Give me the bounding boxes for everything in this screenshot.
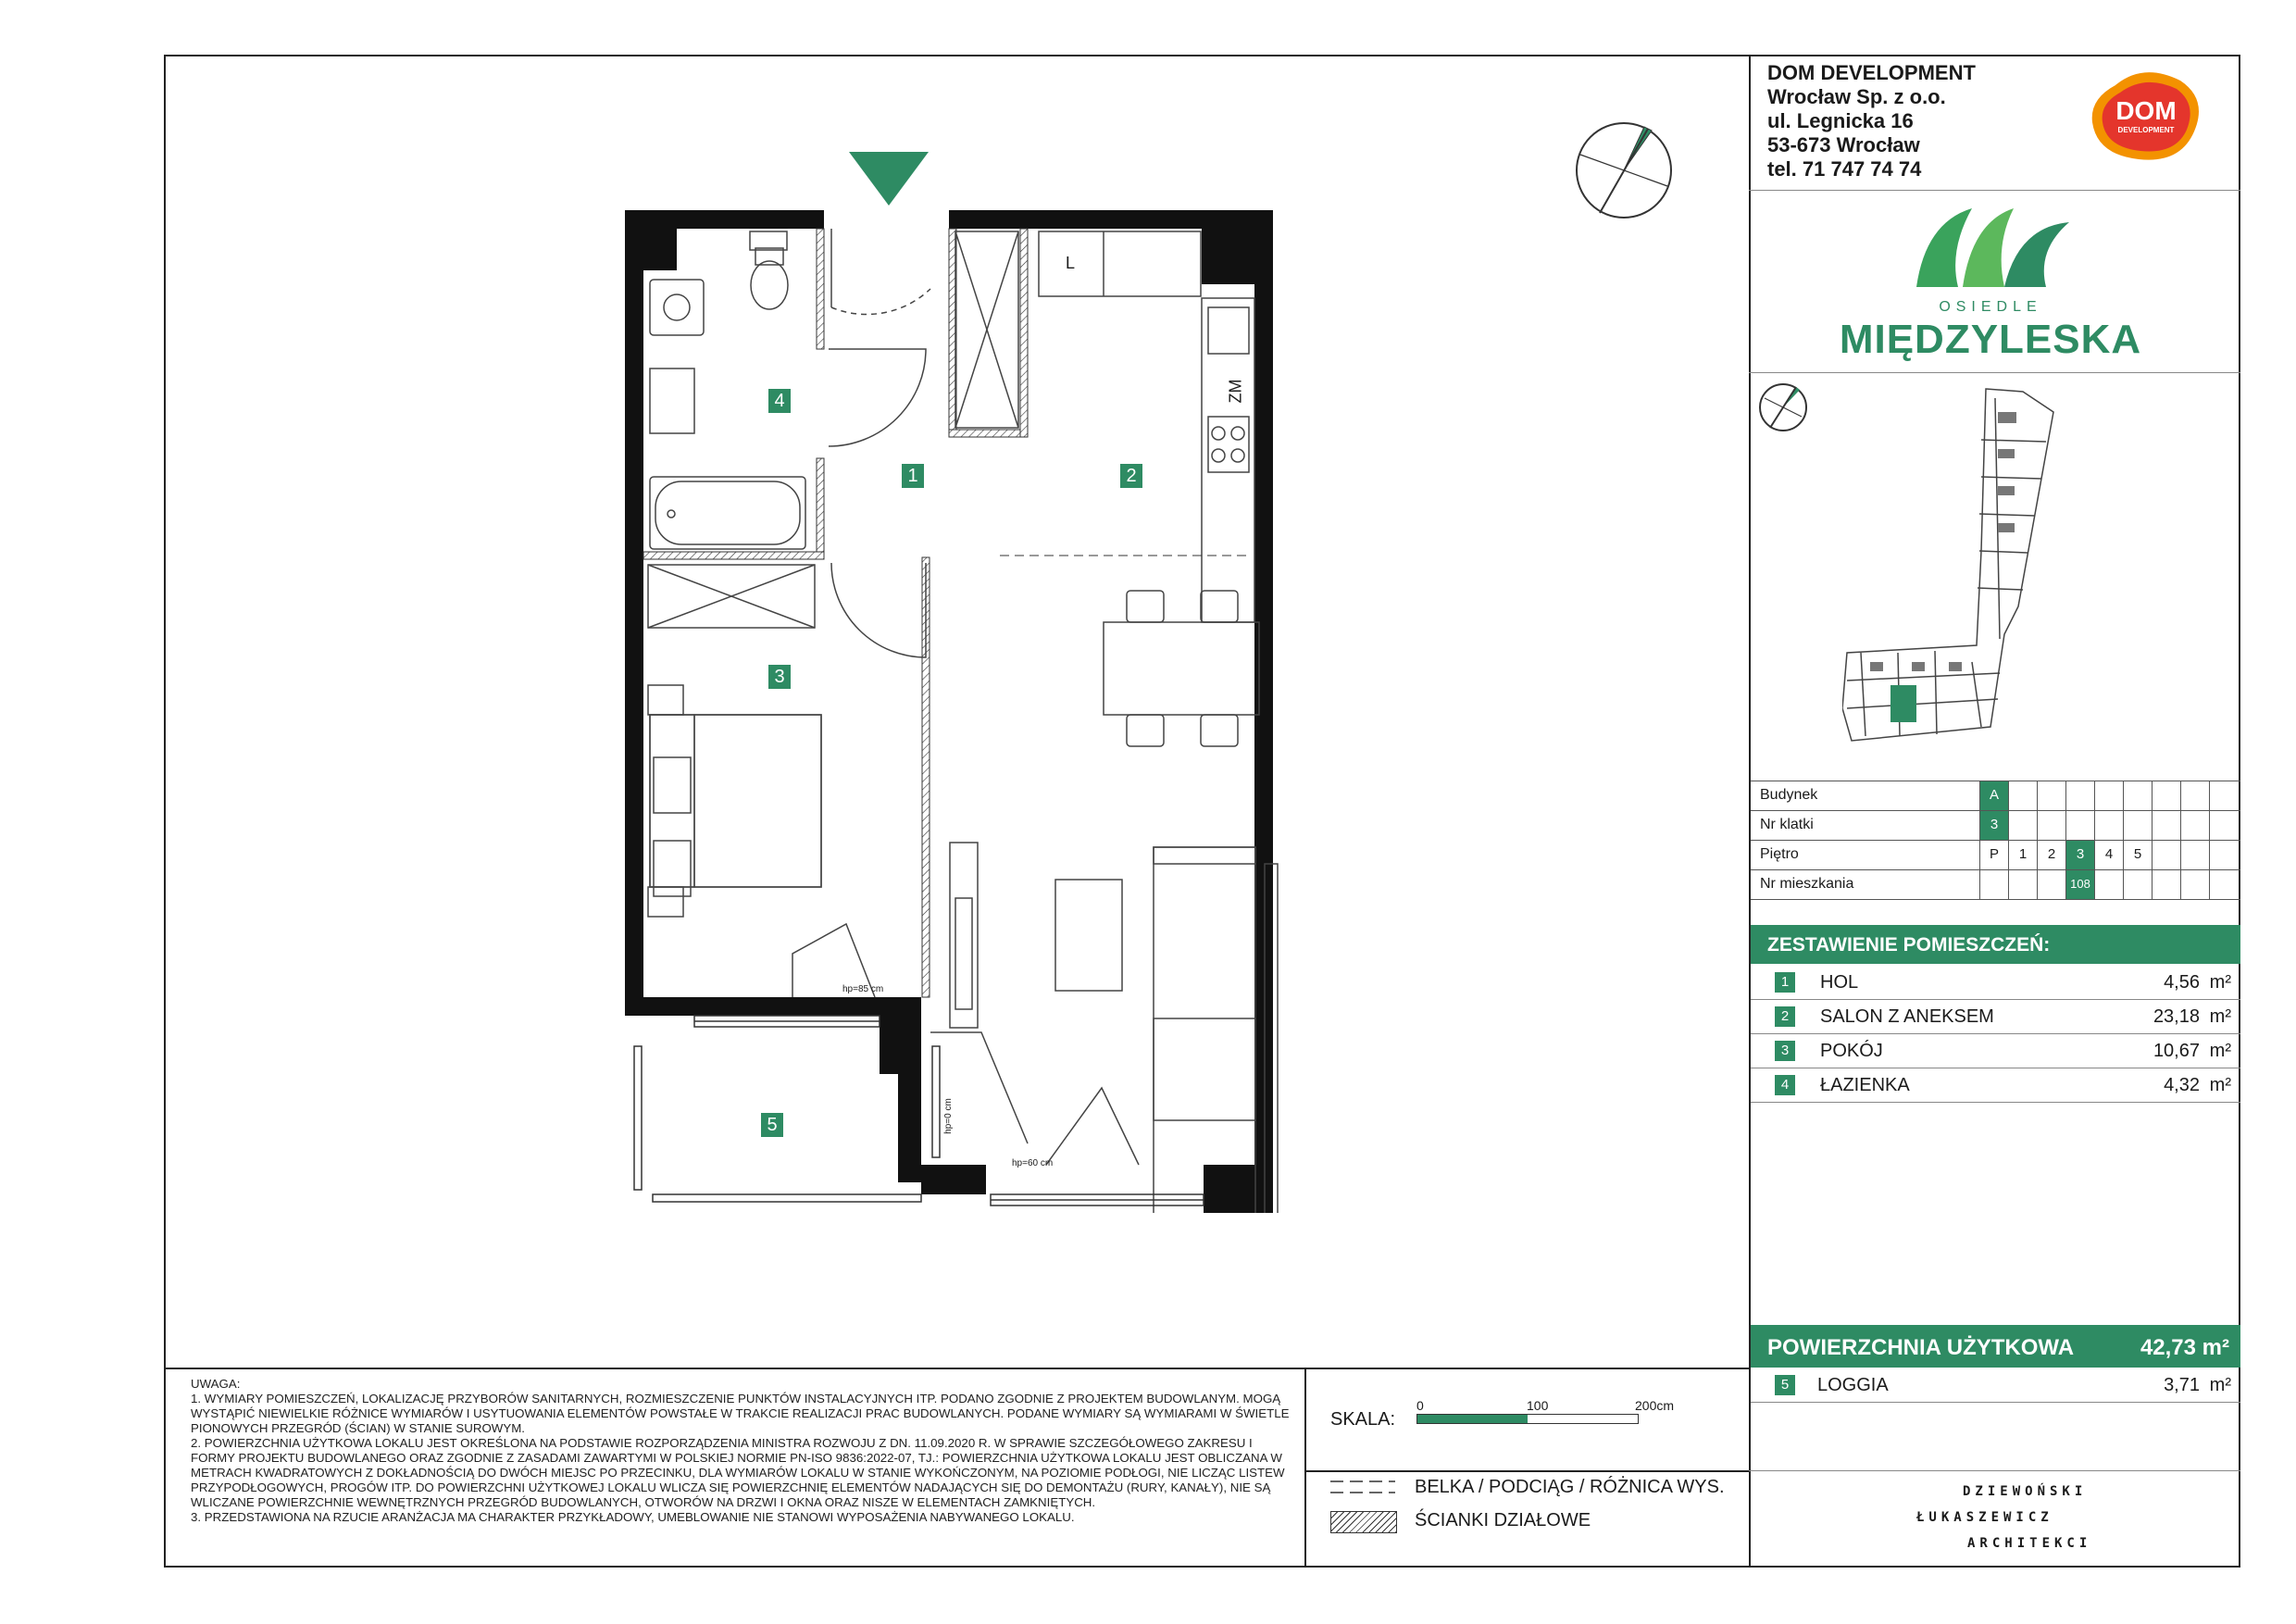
room-row (1751, 1068, 2240, 1103)
rooms-header-text: ZESTAWIENIE POMIESZCZEŃ: (1767, 934, 2051, 956)
scale-label: SKALA: (1330, 1409, 1396, 1430)
info-label-building: Budynek (1760, 787, 1818, 803)
info-table-line (1751, 899, 2240, 900)
dom-logo-subtext: DEVELOPMENT (2117, 126, 2175, 134)
compass-icon (1573, 119, 1675, 226)
floor-cell: 4 (2094, 840, 2123, 869)
note-item: 3. PRZEDSTAWIONA NA RZUCIE ARANŻACJA MA CHARAKTER PRZYKŁADOWY, UMEBLOWANIE NIE STANOWI WYPOSAŻENIA NABYWANEGO LOKALU. (191, 1510, 1075, 1524)
empty-cell (2209, 840, 2238, 869)
room-unit: m² (2209, 972, 2231, 993)
empty-cell (2209, 869, 2238, 899)
floor-cell-selected: 3 (2065, 840, 2094, 869)
empty-cell (2094, 869, 2123, 899)
room-name: POKÓJ (1820, 1041, 1883, 1061)
empty-cell (2152, 810, 2180, 840)
room-number-badge: 5 (1775, 1375, 1795, 1395)
architect-divider (1749, 1470, 2240, 1471)
microwave-label: ZM (1226, 379, 1245, 404)
empty-cell (2152, 869, 2180, 899)
sill-height-living: hp=60 cm (1012, 1158, 1054, 1168)
legend-hatch-icon (1330, 1511, 1397, 1533)
room-area: 4,56 (2164, 972, 2200, 993)
info-label-apartment: Nr mieszkania (1760, 876, 1854, 892)
total-area-label: POWIERZCHNIA UŻYTKOWA (1767, 1335, 2075, 1360)
room-area: 4,32 (2164, 1075, 2200, 1095)
empty-cell (2008, 869, 2037, 899)
company-line: tel. 71 747 74 74 (1767, 157, 1922, 181)
building-key-plan (1842, 384, 2120, 745)
loggia-row (1751, 1368, 2240, 1403)
note-item: 1. WYMIARY POMIESZCZEŃ, LOKALIZACJĘ PRZYBORÓW SANITARNYCH, ROZMIESZCZENIE PUNKTÓW INSTALACYJNYCH ITP. PODANO ZGODNIE Z PROJEKTEM BUDOWLANYM. MOGĄ WYSTĄPIĆ NIEWIELKIE RÓŻNICE WYMIARÓW I USYTUOWANIA ELEMENTÓW POWSTAŁE W TRAKCIE REALIZACJI PRAC BUDOWLANYCH. PODANE WYMIARY SĄ WYMIARAMI W ŚWIETLE PIONOWYCH PRZEGRÓD (ŚCIAN) W STANIE SUROWYM. (191, 1392, 1290, 1435)
project-name: MIĘDZYLESKA (1839, 317, 2142, 362)
logo-divider (1749, 372, 2240, 373)
room-unit: m² (2209, 1006, 2231, 1027)
room-name: SALON Z ANEKSEM (1820, 1006, 1994, 1027)
floor-cell: 2 (2037, 840, 2065, 869)
floor-cell: 5 (2123, 840, 2152, 869)
empty-cell (2180, 840, 2209, 869)
empty-cell (2152, 840, 2180, 869)
architect-line: ŁUKASZEWICZ (1916, 1510, 2053, 1525)
note-item: 2. POWIERZCHNIA UŻYTKOWA LOKALU JEST OKREŚLONA NA PODSTAWIE ROZPORZĄDZENIA MINISTRA ROZWOJU Z DN. 11.09.2020 R. W SPRAWIE SZCZEGÓŁOWEGO ZAKRESU I FORMY PROJEKTU BUDOWLANEGO ORAZ ZGODNIE Z ZASADAMI ZAWARTYMI W POLSKIEJ NORMIE PN-ISO 9836:2022-07, TJ.: POWIERZCHNIA UŻYTKOWA LOKALU JEST OBLICZANA W METRACH KWADRATOWYCH Z DOKŁADNOŚCIĄ DO DWÓCH MIEJSC PO PRZECINKU, DLA WYMIARÓW LOKALU W STANIE WYKOŃCZONYM, NA POZIOMIE PODŁOGI, NIE LICZĄC LISTEW PRZYPODŁOGOWYCH, PROGÓW ITP. DO POWIERZCHNI UŻYTKOWEJ LOKALU WLICZA SIĘ POWIERZCHNIĘ ELEMENTÓW NADAJĄCYCH SIĘ DO DEMONTAŻU (RURY, KANAŁY), NIE SĄ WLICZANE POWIERZCHNIE WEWNĘTRZNYCH PRZEGRÓD BUDOWLANYCH, OTWORÓW NA DRZWI I OKNA ORAZ NISZE W ELEMENTACH ZAMKNIĘTYCH. (191, 1436, 1285, 1509)
empty-cell (2123, 810, 2152, 840)
room-unit: m² (2209, 1375, 2231, 1395)
scale-legend-divider (1304, 1470, 1749, 1472)
room-name: ŁAZIENKA (1820, 1075, 1910, 1095)
room-label-bedroom: 3 (768, 665, 791, 689)
fridge-label: L (1066, 254, 1076, 272)
notes-block (191, 1377, 1296, 1525)
room-number-badge: 4 (1775, 1075, 1795, 1095)
room-row (1751, 1034, 2240, 1068)
entrance-arrow-icon (849, 152, 929, 210)
staircase-cell: 3 (1979, 810, 2008, 840)
floor-cell: 1 (2008, 840, 2037, 869)
room-row (1751, 966, 2240, 1000)
company-line: ul. Legnicka 16 (1767, 109, 1914, 132)
empty-cell (2065, 781, 2094, 810)
legend-text: ŚCIANKI DZIAŁOWE (1415, 1510, 1591, 1530)
empty-cell (2037, 810, 2065, 840)
architect-logo (1916, 1484, 2092, 1558)
room-label-hall: 1 (902, 464, 924, 488)
sill-height-bedroom: hp=85 cm (842, 984, 884, 994)
room-unit: m² (2209, 1041, 2231, 1061)
empty-cell (2123, 781, 2152, 810)
architect-line: ARCHITEKCI (1967, 1536, 2092, 1551)
legend-dashed-icon (1330, 1479, 1395, 1495)
room-label-bathroom: 4 (768, 389, 791, 413)
total-area-value: 42,73 m² (2140, 1335, 2229, 1360)
dom-development-logo (2088, 67, 2208, 169)
dom-logo-text: DOM (2115, 96, 2177, 125)
floor-cell: P (1979, 840, 2008, 869)
company-line: DOM DEVELOPMENT (1767, 61, 1976, 84)
empty-cell (2180, 869, 2209, 899)
scale-bar-fill (1417, 1415, 1528, 1423)
compass-small-icon (1757, 381, 1809, 438)
room-label-living: 2 (1120, 464, 1142, 488)
info-label-floor: Piętro (1760, 846, 1799, 862)
notes-title: UWAGA: (191, 1377, 241, 1391)
header-divider (1749, 190, 2240, 191)
company-address (1767, 61, 1976, 181)
room-area: 10,67 (2152, 1041, 2200, 1061)
room-number-badge: 2 (1775, 1006, 1795, 1027)
empty-cell (2094, 781, 2123, 810)
building-cell: A (1979, 781, 2008, 810)
project-logo (1907, 194, 2092, 296)
room-name: LOGGIA (1817, 1375, 1889, 1395)
room-number-badge: 1 (1775, 972, 1795, 993)
room-number-badge: 3 (1775, 1041, 1795, 1061)
room-name: HOL (1820, 972, 1859, 993)
rooms-header (1751, 925, 2240, 964)
empty-cell (2123, 869, 2152, 899)
scale-tick: 0 (1416, 1398, 1424, 1413)
info-label-staircase: Nr klatki (1760, 817, 1814, 832)
room-area: 23,18 (2152, 1006, 2200, 1027)
room-label-loggia: 5 (761, 1113, 783, 1137)
empty-cell (2209, 781, 2238, 810)
legend-text: BELKA / PODCIĄG / RÓŻNICA WYS. (1415, 1477, 1725, 1497)
scale-tick: 100 (1527, 1398, 1549, 1413)
empty-cell (2008, 810, 2037, 840)
architect-line: DZIEWOŃSKI (1963, 1484, 2088, 1499)
apartment-info-table (1751, 781, 2240, 899)
empty-cell (1979, 869, 2008, 899)
empty-cell (2152, 781, 2180, 810)
empty-cell (2180, 781, 2209, 810)
project-prefix: OSIEDLE (1939, 299, 2042, 315)
empty-cell (2037, 781, 2065, 810)
scale-tick: 200cm (1635, 1398, 1675, 1413)
scale-bar (1416, 1414, 1639, 1424)
notes-divider (1304, 1368, 1306, 1568)
company-line: Wrocław Sp. z o.o. (1767, 85, 1946, 108)
company-line: 53-673 Wrocław (1767, 133, 1920, 156)
apartment-number-cell: 108 (2065, 869, 2094, 899)
empty-cell (2180, 810, 2209, 840)
total-area-bar (1751, 1325, 2240, 1368)
empty-cell (2037, 869, 2065, 899)
room-unit: m² (2209, 1075, 2231, 1095)
empty-cell (2209, 810, 2238, 840)
room-row (1751, 1000, 2240, 1034)
empty-cell (2065, 810, 2094, 840)
floor-plan (620, 204, 1296, 1213)
empty-cell (2008, 781, 2037, 810)
room-area: 3,71 (2164, 1375, 2200, 1395)
sill-height-loggia: hp=0 cm (942, 1098, 954, 1134)
bottom-panel-divider (164, 1368, 1749, 1369)
empty-cell (2094, 810, 2123, 840)
